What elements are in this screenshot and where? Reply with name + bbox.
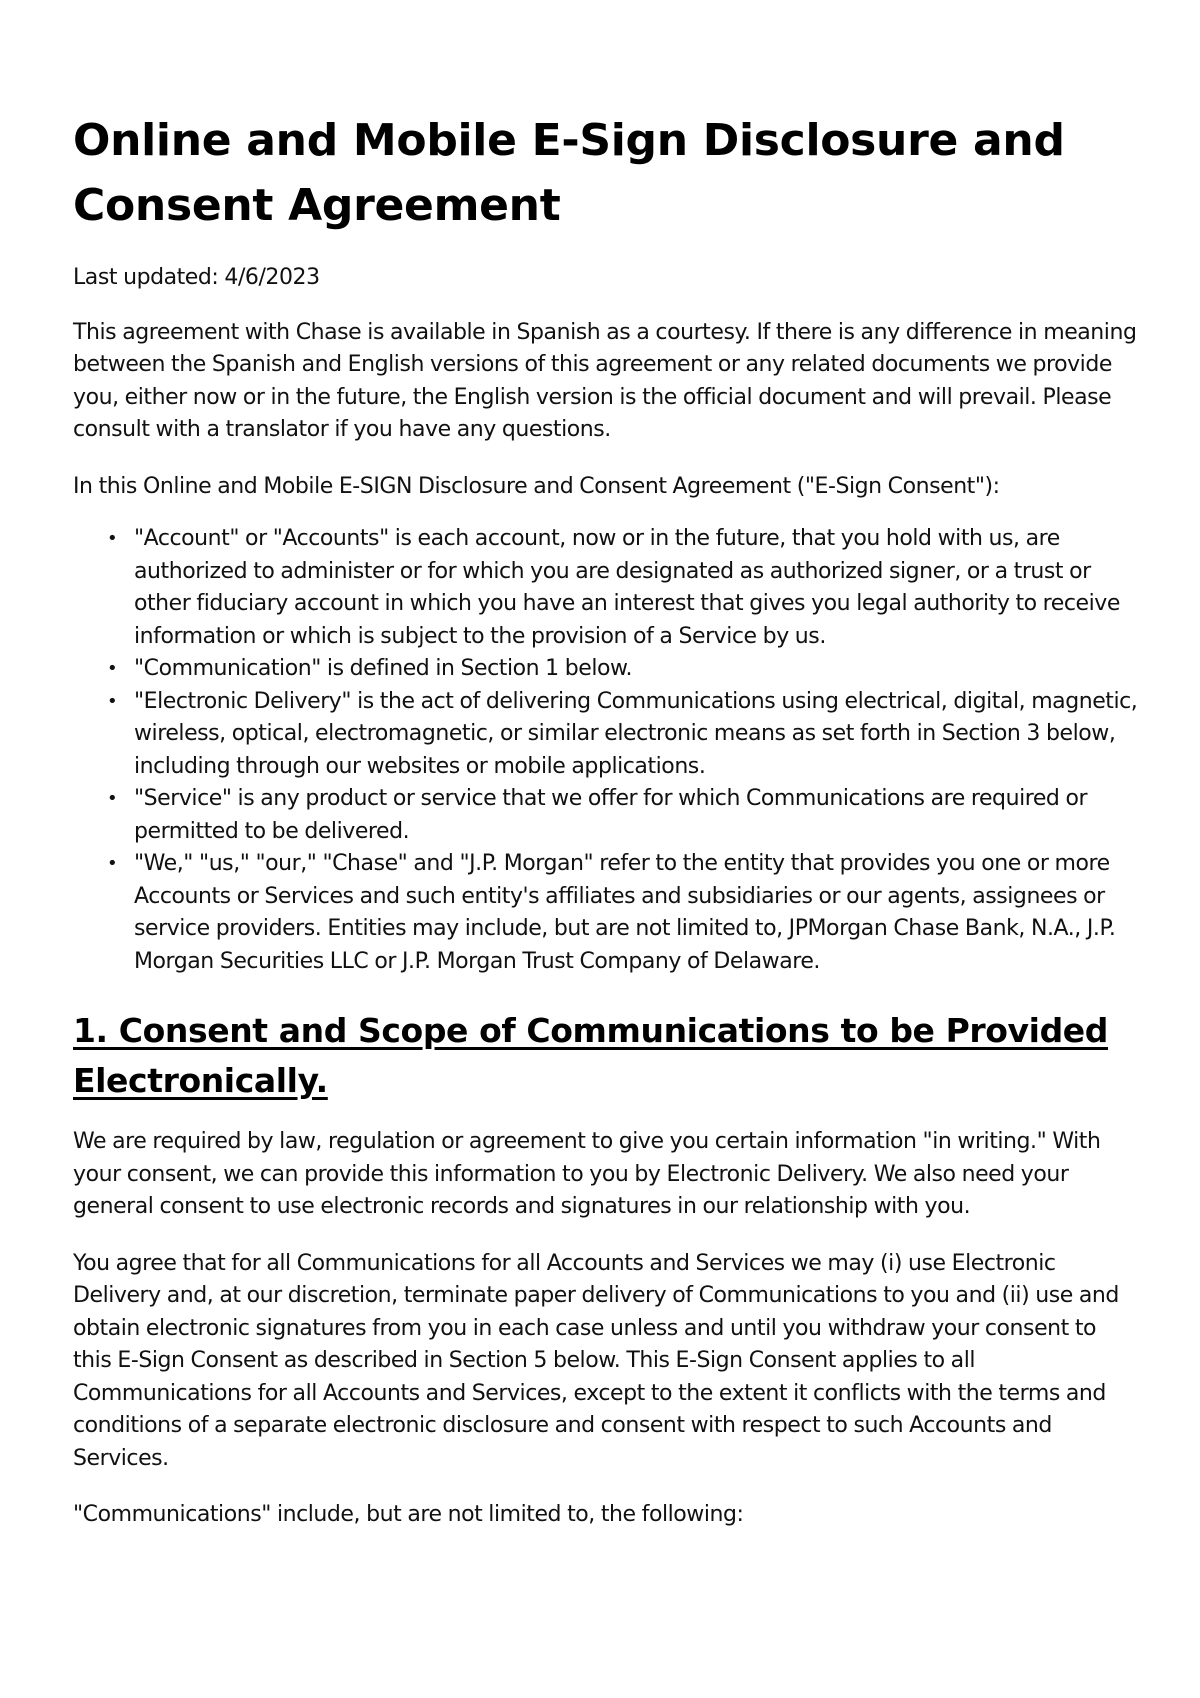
bullet-icon: • [107,658,118,679]
bullet-icon: • [107,528,118,549]
definition-item [73,686,1138,784]
definition-item [73,783,1138,848]
section-1-paragraph: You agree that for all Communications for all Accounts and Services we may (i) use Electronic Delivery and, at our discretion, terminate paper delivery of Communications to you and (ii) use and obtain electronic signatures from you in each case unless and until you withdraw your consent to this E-Sign Consent as described in Section 5 below. This E-Sign Consent applies to all Communications for all Accounts and Services, except to the extent it conflicts with the terms and conditions of a separate electronic disclosure and consent with respect to such Accounts and Services. [73,1250,1119,1471]
last-updated-text: Last updated: 4/6/2023 [73,265,320,290]
bullet-icon: • [107,853,118,874]
bullet-icon: • [107,690,118,712]
definitions-intro-paragraph: In this Online and Mobile E-SIGN Disclosure and Consent Agreement ("E-Sign Consent"): [73,473,1000,499]
definition-text: "Electronic Delivery" is the act of delivering Communications using electrical, digital, magnetic, wireless, optical, electromagnetic, or similar electronic means as set forth in Section 3 below, including through our websites or mobile applications. [134,688,1138,779]
definition-text: "Communication" is defined in Section 1 below. [134,656,633,681]
definition-text: "We," "us," "our," "Chase" and "J.P. Morgan" refer to the entity that provides you one or more Accounts or Services and such entity's affiliates and subsidiaries or our agents, assignees or service providers. Entities may include, but are not limited to, JPMorgan Chase Bank, N.A., J.P. Morgan Securities LLC or J.P. Morgan Trust Company of Delaware. [134,851,1116,974]
document-page [73,108,1138,1556]
definitions-list [73,523,1138,978]
definition-text: "Account" or "Accounts" is each account, now or in the future, that you hold with us, are authorized to administer or for which you are designated as authorized signer, or a trust or other fiduciary account in which you have an interest that gives you legal authority to receive information or which is subject to the provision of a Service by us. [134,526,1120,649]
section-1-paragraph: We are required by law, regulation or agreement to give you certain information "in writing." With your consent, we can provide this information to you by Electronic Delivery. We also need your general consent to use electronic records and signatures in our relationship with you. [73,1129,1101,1219]
document-title: Online and Mobile E-Sign Disclosure and Consent Agreement [73,115,1065,231]
definition-item [73,848,1138,978]
spanish-courtesy-paragraph: This agreement with Chase is available in Spanish as a courtesy. If there is any difference in meaning between the Spanish and English versions of this agreement or any related documents we provide you, either now or in the future, the English version is the official document and will prevail. Please consult with a translator if you have any questions. [73,319,1137,442]
section-1-paragraph: "Communications" include, but are not limited to, the following: [73,1502,744,1527]
definition-item [73,523,1138,653]
section-1-heading: 1. Consent and Scope of Communications to be Provided Electronically. [73,1011,1109,1100]
definition-item [73,653,1138,686]
definition-text: "Service" is any product or service that we offer for which Communications are required or permitted to be delivered. [134,786,1088,844]
bullet-icon: • [107,788,118,809]
